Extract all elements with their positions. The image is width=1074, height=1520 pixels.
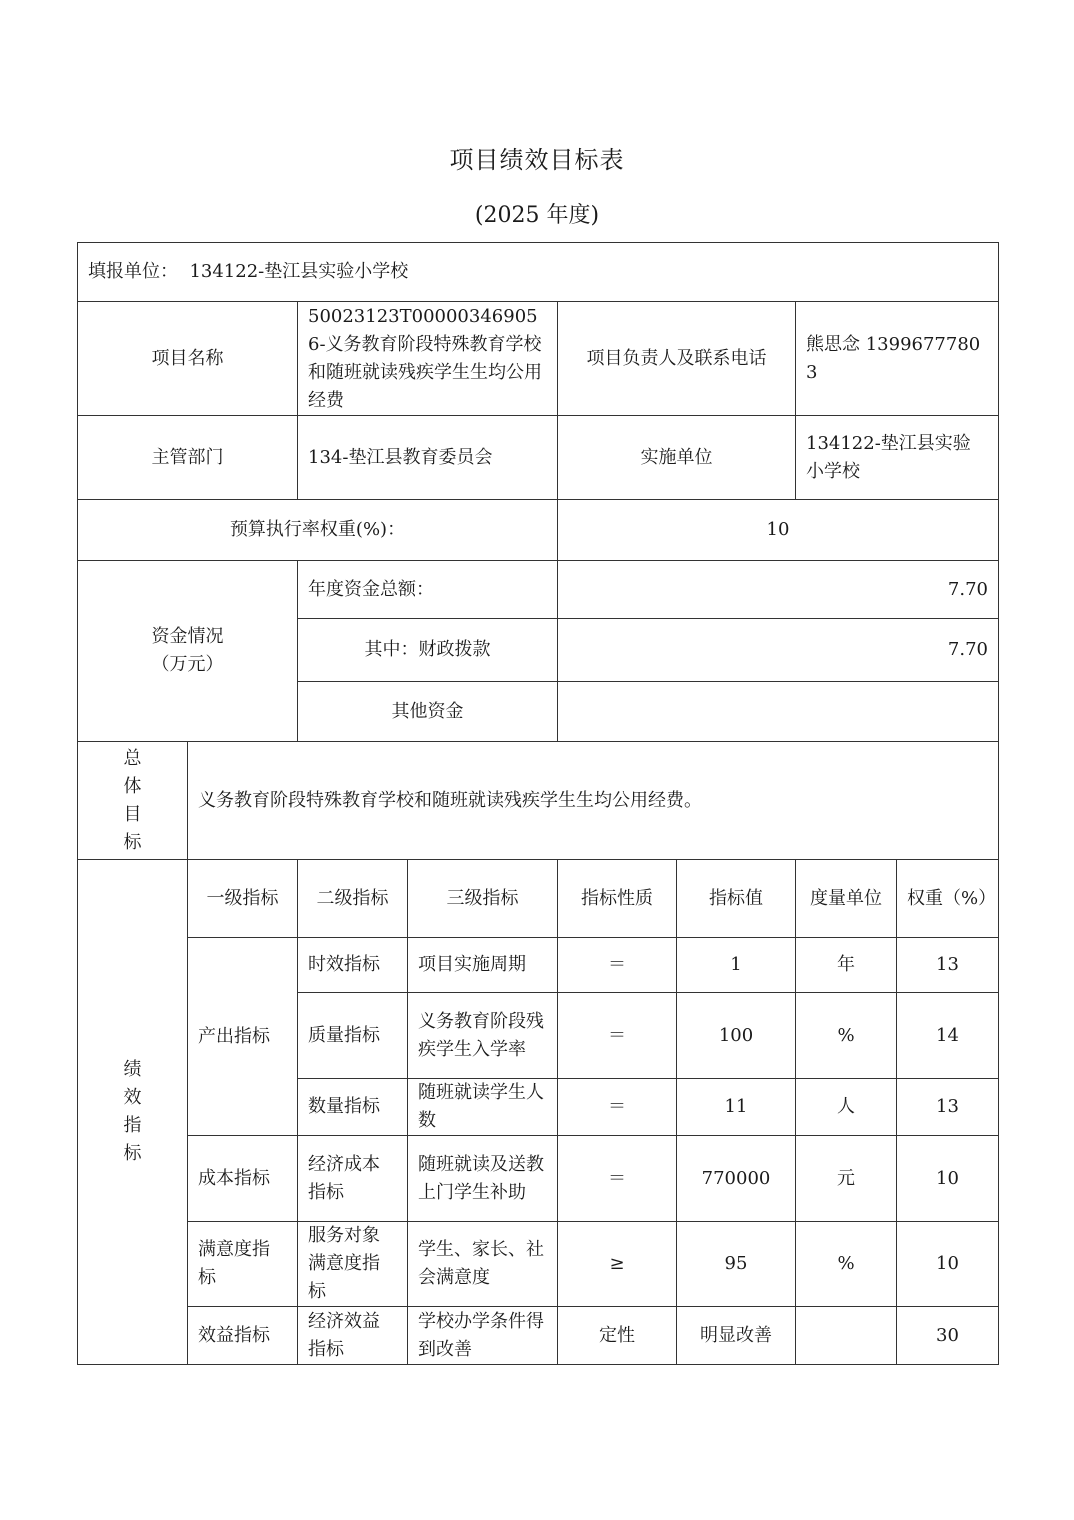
project-name-value: 50023123T000003469056-义务教育阶段特殊教育学校和随班就读残疾学生生均公用经费 — [298, 302, 558, 416]
header-weight: 权重（%） — [897, 860, 999, 938]
l3-cell: 随班就读学生人数 — [408, 1079, 558, 1136]
funds-total-label: 年度资金总额： — [298, 561, 558, 619]
l3-cell: 学校办学条件得到改善 — [408, 1307, 558, 1365]
weight-cell: 10 — [897, 1136, 999, 1222]
perf-label: 绩效指标 — [78, 860, 188, 1365]
nature-cell: ≥ — [558, 1222, 677, 1307]
funds-other-label: 其他资金 — [298, 682, 558, 742]
funds-label-cell — [78, 561, 298, 742]
l2-cell: 质量指标 — [298, 993, 408, 1079]
l3-cell: 学生、家长、社会满意度 — [408, 1222, 558, 1307]
page-title: 项目绩效目标表 — [449, 146, 625, 174]
value-cell: 770000 — [677, 1136, 796, 1222]
unit-label: 填报单位： — [88, 261, 178, 282]
leader-value: 熊思念 13996777803 — [796, 302, 999, 416]
funds-fiscal-label: 其中：财政拨款 — [298, 619, 558, 682]
weight-cell: 30 — [897, 1307, 999, 1365]
l1-benefit: 效益指标 — [188, 1307, 298, 1365]
table-row — [78, 1222, 999, 1307]
l2-cell: 服务对象满意度指标 — [298, 1222, 408, 1307]
funds-other-value — [558, 682, 999, 742]
goal-text: 义务教育阶段特殊教育学校和随班就读残疾学生生均公用经费。 — [188, 742, 999, 860]
leader-label: 项目负责人及联系电话 — [558, 302, 796, 416]
budget-rate-value: 10 — [558, 500, 999, 561]
l3-cell: 随班就读及送教上门学生补助 — [408, 1136, 558, 1222]
project-name-label: 项目名称 — [78, 302, 298, 416]
unit-cell: 元 — [796, 1136, 897, 1222]
l1-satisfaction: 满意度指标 — [188, 1222, 298, 1307]
unit-value: 134122-垫江县实验小学校 — [189, 261, 409, 282]
nature-cell: 定性 — [558, 1307, 677, 1365]
nature-cell: ＝ — [558, 993, 677, 1079]
nature-cell: ＝ — [558, 938, 677, 993]
value-cell: 95 — [677, 1222, 796, 1307]
l2-cell: 经济效益指标 — [298, 1307, 408, 1365]
impl-value: 134122-垫江县实验小学校 — [796, 416, 999, 500]
weight-cell: 10 — [897, 1222, 999, 1307]
page-subtitle: (2025 年度) — [474, 203, 600, 228]
dept-value: 134-垫江县教育委员会 — [298, 416, 558, 500]
budget-rate-label: 预算执行率权重(%)： — [78, 500, 558, 561]
table-row — [78, 1136, 999, 1222]
unit-cell: 年 — [796, 938, 897, 993]
goal-label: 总体目标 — [78, 742, 188, 860]
l2-cell: 经济成本指标 — [298, 1136, 408, 1222]
funds-total-value: 7.70 — [558, 561, 999, 619]
l3-cell: 项目实施周期 — [408, 938, 558, 993]
nature-cell: ＝ — [558, 1079, 677, 1136]
weight-cell: 13 — [897, 1079, 999, 1136]
table-row — [78, 938, 999, 993]
unit-cell: % — [796, 1222, 897, 1307]
funds-unit: （万元） — [151, 654, 224, 675]
nature-cell: ＝ — [558, 1136, 677, 1222]
funds-label: 资金情况 — [151, 626, 224, 647]
header-l3: 三级指标 — [408, 860, 558, 938]
value-cell: 明显改善 — [677, 1307, 796, 1365]
l1-cost: 成本指标 — [188, 1136, 298, 1222]
value-cell: 11 — [677, 1079, 796, 1136]
performance-target-table — [77, 242, 999, 1365]
value-cell: 1 — [677, 938, 796, 993]
unit-cell — [78, 243, 999, 302]
dept-label: 主管部门 — [78, 416, 298, 500]
l3-cell: 义务教育阶段残疾学生入学率 — [408, 993, 558, 1079]
table-row — [78, 1307, 999, 1365]
value-cell: 100 — [677, 993, 796, 1079]
funds-fiscal-value: 7.70 — [558, 619, 999, 682]
l1-output: 产出指标 — [188, 938, 298, 1136]
header-unit: 度量单位 — [796, 860, 897, 938]
l2-cell: 时效指标 — [298, 938, 408, 993]
weight-cell: 13 — [897, 938, 999, 993]
header-l2: 二级指标 — [298, 860, 408, 938]
header-l1: 一级指标 — [188, 860, 298, 938]
weight-cell: 14 — [897, 993, 999, 1079]
impl-label: 实施单位 — [558, 416, 796, 500]
l2-cell: 数量指标 — [298, 1079, 408, 1136]
header-value: 指标值 — [677, 860, 796, 938]
unit-cell: % — [796, 993, 897, 1079]
unit-cell — [796, 1307, 897, 1365]
unit-cell: 人 — [796, 1079, 897, 1136]
header-nature: 指标性质 — [558, 860, 677, 938]
